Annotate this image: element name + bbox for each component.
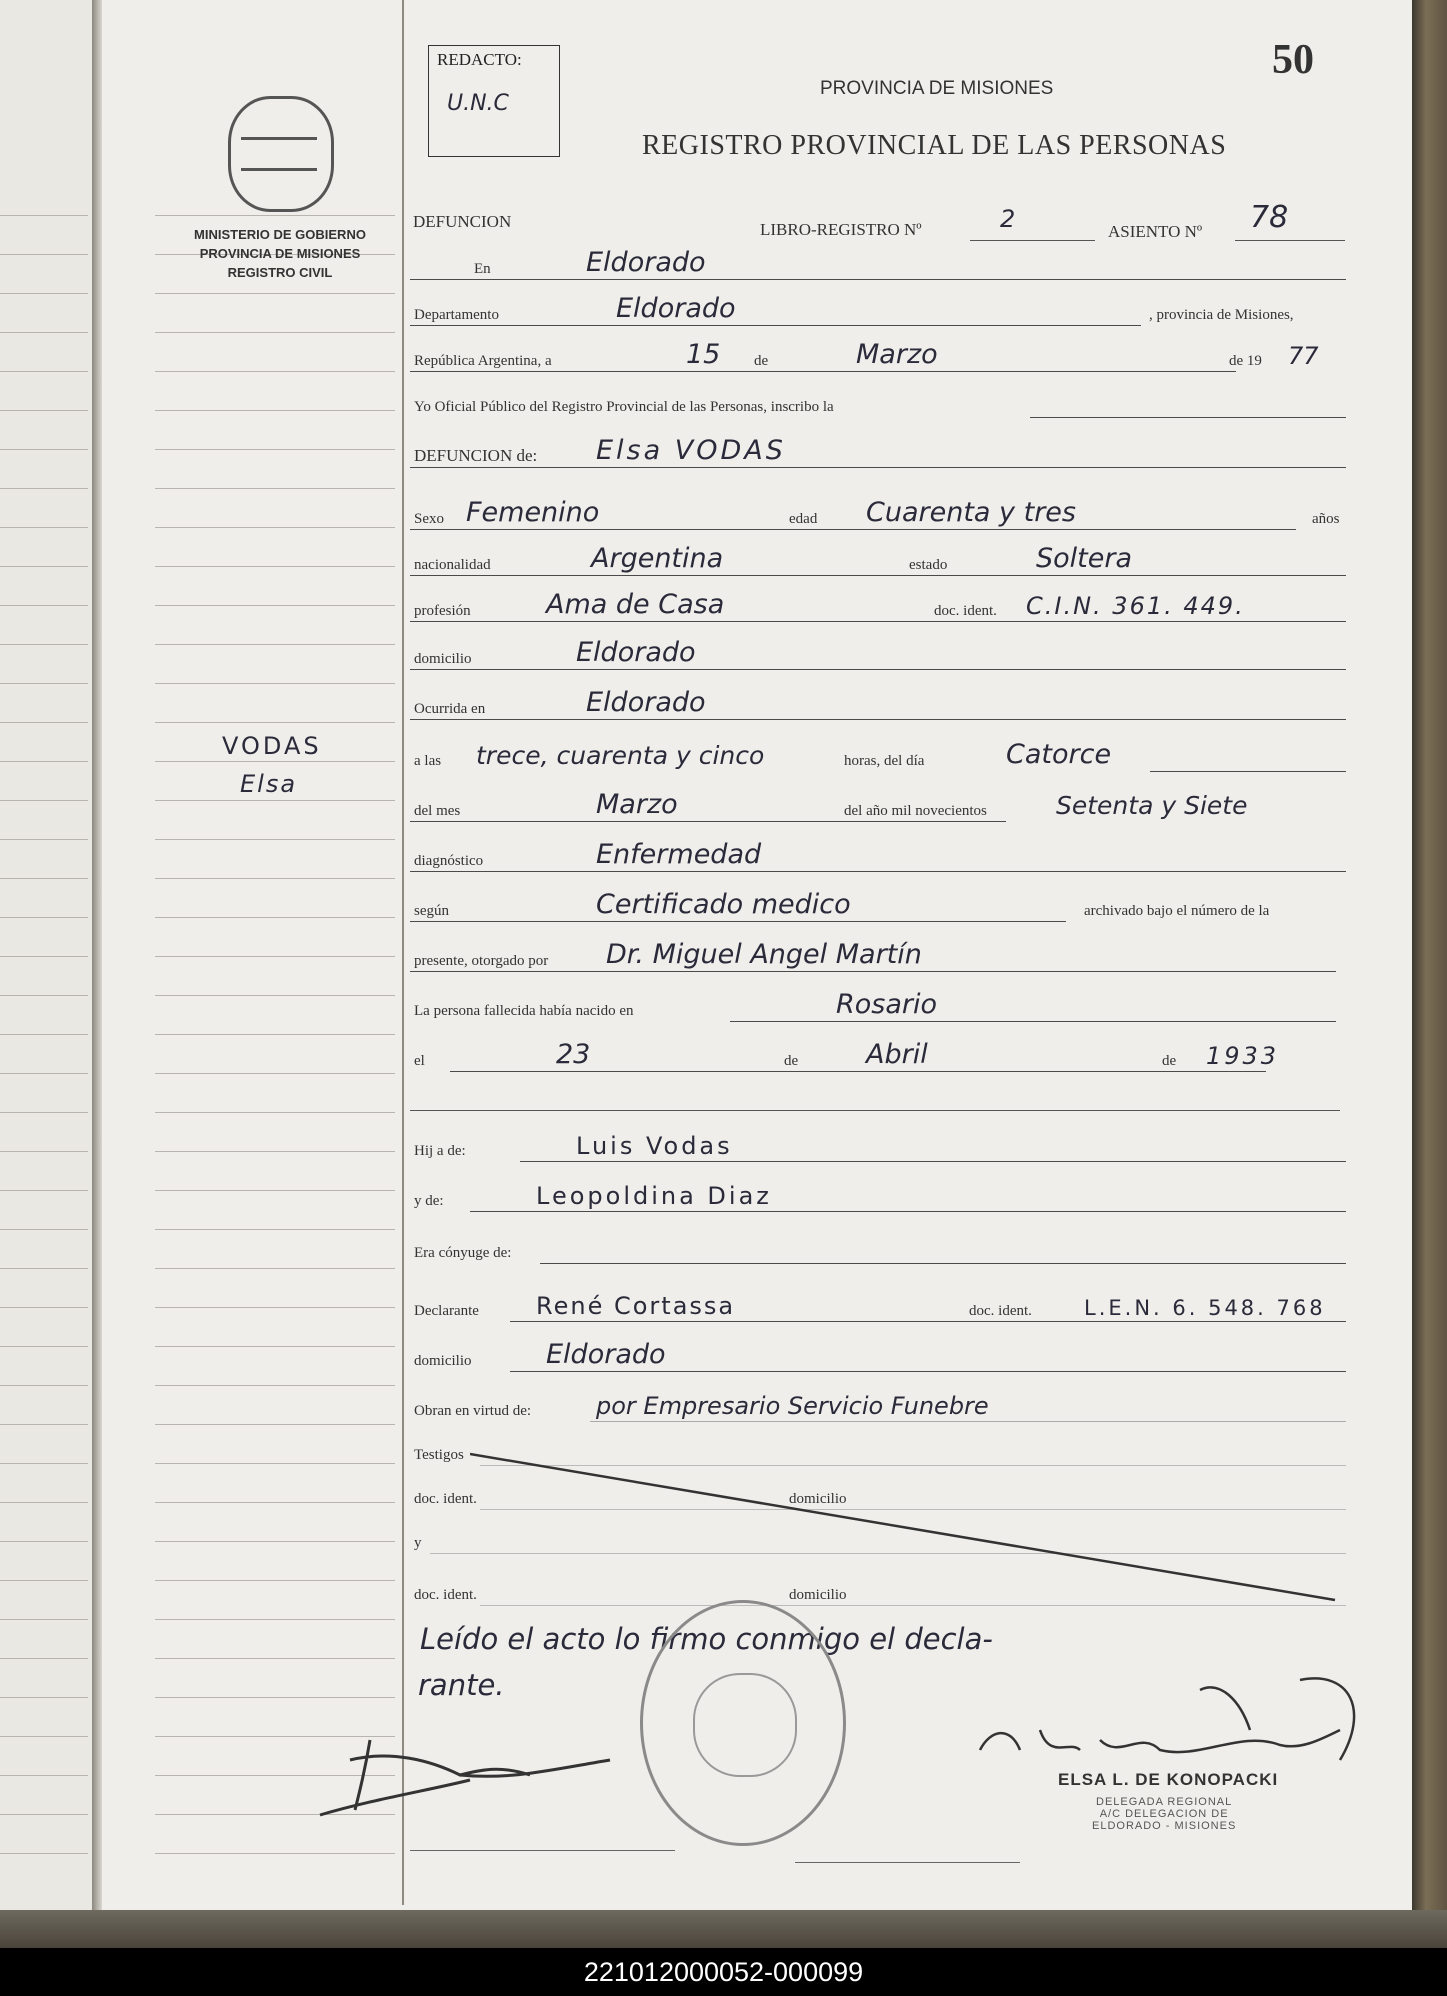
oficial-text: Yo Oficial Público del Registro Provincial de las Personas, inscribo la xyxy=(410,399,838,416)
row-sexo xyxy=(410,497,1346,538)
testigo2-domicilio-label: domicilio xyxy=(785,1587,851,1604)
nacionalidad-value: Argentina xyxy=(585,543,729,574)
act-type: DEFUNCION xyxy=(413,212,512,231)
edge-ruled-line xyxy=(0,488,88,489)
left-ruled-line xyxy=(155,1112,395,1113)
signature-line-mid xyxy=(795,1862,1020,1863)
redacto-box xyxy=(428,45,560,157)
edge-ruled-line xyxy=(0,566,88,567)
declarante-doc-label: doc. ident. xyxy=(965,1303,1036,1320)
en-label: En xyxy=(470,261,495,278)
nac-dia-value: 23 xyxy=(550,1039,596,1070)
edge-ruled-line xyxy=(0,1424,88,1425)
asiento-label: ASIENTO Nº xyxy=(1108,222,1203,241)
profesion-label: profesión xyxy=(410,603,475,620)
provincia-suffix: , provincia de Misiones, xyxy=(1145,307,1298,324)
left-ruled-line xyxy=(155,488,395,489)
nacionalidad-label: nacionalidad xyxy=(410,557,495,574)
book-spine xyxy=(92,0,102,1915)
left-ruled-line xyxy=(155,878,395,879)
libro-line xyxy=(970,240,1095,241)
padre-value: Luis Vodas xyxy=(570,1132,739,1160)
nacido-value: Rosario xyxy=(830,989,943,1020)
horas-value: trece, cuarenta y cinco xyxy=(470,741,770,770)
row-oficial xyxy=(410,392,1346,426)
edge-ruled-line xyxy=(0,1385,88,1386)
asiento-line xyxy=(1235,240,1345,241)
row-mes-muerte xyxy=(410,789,1346,830)
presente-label: presente, otorgado por xyxy=(410,953,552,970)
edge-ruled-line xyxy=(0,644,88,645)
left-ruled-line xyxy=(155,1619,395,1620)
edge-ruled-line xyxy=(0,527,88,528)
edge-ruled-line xyxy=(0,371,88,372)
estado-value: Soltera xyxy=(1030,543,1138,574)
edge-ruled-line xyxy=(0,1658,88,1659)
edge-ruled-line xyxy=(0,1775,88,1776)
ministry-line-2: PROVINCIA DE MISIONES xyxy=(199,246,361,261)
edge-ruled-line xyxy=(0,1307,88,1308)
row-nacido xyxy=(410,989,1346,1030)
ministry-line-1: MINISTERIO DE GOBIERNO xyxy=(194,227,366,242)
left-ruled-line xyxy=(155,1502,395,1503)
row-hija xyxy=(410,1132,1346,1170)
edge-ruled-line xyxy=(0,722,88,723)
departamento-value: Eldorado xyxy=(610,293,742,324)
footer-id: 221012000052-000099 xyxy=(0,1948,1447,1996)
declarante-label: Declarante xyxy=(410,1303,483,1320)
libro-label: LIBRO-REGISTRO Nº xyxy=(760,220,922,239)
row-conyuge xyxy=(410,1238,1346,1272)
testigo1-doc-label: doc. ident. xyxy=(410,1491,481,1508)
nac-de1: de xyxy=(780,1053,802,1070)
left-ruled-line xyxy=(155,371,395,372)
testigo2-doc-label: doc. ident. xyxy=(410,1587,481,1604)
diagnostico-label: diagnóstico xyxy=(410,853,487,870)
left-ruled-line xyxy=(155,1307,395,1308)
anio-mil-label: del año mil novecientos xyxy=(840,803,991,820)
page-number: 50 xyxy=(1272,37,1314,83)
edad-label: edad xyxy=(785,511,821,528)
left-page-edge xyxy=(0,0,94,1915)
left-ruled-line xyxy=(155,1385,395,1386)
en-value: Eldorado xyxy=(580,247,712,278)
left-ruled-line xyxy=(155,839,395,840)
row-nacionalidad xyxy=(410,543,1346,584)
edad-value: Cuarenta y tres xyxy=(860,497,1082,528)
official-title-2: A/C DELEGACION DE xyxy=(1099,1808,1229,1820)
cover-edge xyxy=(1412,0,1447,1940)
left-ruled-line xyxy=(155,1853,395,1854)
defuncion-de-value: Elsa VODAS xyxy=(590,435,792,466)
ministry-line-3: REGISTRO CIVIL xyxy=(227,265,333,280)
edge-ruled-line xyxy=(0,956,88,957)
obran-value: por Empresario Servicio Funebre xyxy=(590,1392,995,1420)
official-name: ELSA L. DE KONOPACKI xyxy=(1058,1770,1279,1789)
edge-ruled-line xyxy=(0,449,88,450)
left-ruled-line xyxy=(155,1346,395,1347)
diagnostico-value: Enfermedad xyxy=(590,839,767,870)
ocurrida-label: Ocurrida en xyxy=(410,701,489,718)
obran-label: Obran en virtud de: xyxy=(410,1403,535,1420)
declarante-value: René Cortassa xyxy=(530,1292,741,1320)
asiento-value: 78 xyxy=(1250,200,1289,235)
edge-ruled-line xyxy=(0,1346,88,1347)
left-ruled-line xyxy=(155,1541,395,1542)
leido-text: Leído el acto lo firmo conmigo el decla- xyxy=(420,1622,993,1656)
row-presente xyxy=(410,939,1346,980)
nac-de2: de xyxy=(1158,1053,1180,1070)
edge-ruled-line xyxy=(0,839,88,840)
left-ruled-line xyxy=(155,917,395,918)
edge-ruled-line xyxy=(0,1229,88,1230)
domicilio-value: Eldorado xyxy=(570,637,702,668)
left-ruled-line xyxy=(155,1229,395,1230)
edge-ruled-line xyxy=(0,1502,88,1503)
edge-ruled-line xyxy=(0,1619,88,1620)
doc-value: C.I.N. 361. 449. xyxy=(1020,592,1251,620)
nac-anio-value: 1933 xyxy=(1200,1042,1285,1070)
row-decl-domicilio xyxy=(410,1339,1346,1380)
el-label: el xyxy=(410,1053,429,1070)
coat-of-arms-icon xyxy=(228,96,334,212)
defuncion-de-label: DEFUNCION de: xyxy=(410,446,541,466)
mes-value: Marzo xyxy=(850,339,944,370)
edge-ruled-line xyxy=(0,1073,88,1074)
left-ruled-line xyxy=(155,566,395,567)
left-ruled-line xyxy=(155,293,395,294)
official-title-1: DELEGADA REGIONAL xyxy=(1096,1796,1233,1808)
departamento-label: Departamento xyxy=(410,307,503,324)
segun-label: según xyxy=(410,903,453,920)
declarante-doc-value: L.E.N. 6. 548. 768 xyxy=(1078,1296,1332,1320)
yde-label: y de: xyxy=(410,1193,448,1210)
edge-ruled-line xyxy=(0,761,88,762)
decl-domicilio-value: Eldorado xyxy=(540,1339,672,1370)
presente-value: Dr. Miguel Angel Martín xyxy=(600,939,928,970)
archivado-label: archivado bajo el número de la xyxy=(1080,903,1273,920)
nac-mes-value: Abril xyxy=(860,1039,934,1070)
left-ruled-line xyxy=(155,644,395,645)
anio-muerte-value: Setenta y Siete xyxy=(1050,791,1253,820)
dia-value: 15 xyxy=(680,339,726,370)
edge-ruled-line xyxy=(0,1463,88,1464)
sexo-label: Sexo xyxy=(410,511,448,528)
row-declarante xyxy=(410,1292,1346,1330)
registry-heading: REGISTRO PROVINCIAL DE LAS PERSONAS xyxy=(642,130,1227,161)
nacido-label: La persona fallecida había nacido en xyxy=(410,1003,637,1020)
margin-name: Elsa xyxy=(240,770,298,798)
row-segun xyxy=(410,889,1346,930)
sexo-value: Femenino xyxy=(460,497,605,528)
left-ruled-line xyxy=(155,1073,395,1074)
edge-ruled-line xyxy=(0,410,88,411)
edge-ruled-line xyxy=(0,1034,88,1035)
edge-ruled-line xyxy=(0,1190,88,1191)
testigos-label: Testigos xyxy=(410,1447,468,1464)
left-ruled-line xyxy=(155,527,395,528)
separator-line xyxy=(410,1110,1340,1111)
edge-ruled-line xyxy=(0,1112,88,1113)
signature-line-left xyxy=(410,1850,675,1851)
horas-label: horas, del día xyxy=(840,753,928,770)
ocurrida-value: Eldorado xyxy=(580,687,712,718)
hija-label: Hij a de: xyxy=(410,1143,470,1160)
row-departamento xyxy=(410,293,1346,334)
alas-label: a las xyxy=(410,753,445,770)
conyuge-label: Era cónyuge de: xyxy=(410,1245,515,1262)
official-title-3: ELDORADO - MISIONES xyxy=(1092,1820,1237,1832)
left-ruled-line xyxy=(155,956,395,957)
margin-surname: VODAS xyxy=(222,732,322,760)
edge-ruled-line xyxy=(0,1268,88,1269)
row-en xyxy=(410,247,1346,288)
left-ruled-line xyxy=(155,800,395,801)
row-diagnostico xyxy=(410,839,1346,880)
left-ruled-line xyxy=(155,1697,395,1698)
edge-ruled-line xyxy=(0,683,88,684)
anio-value: 77 xyxy=(1288,342,1319,370)
row-fecha xyxy=(410,339,1346,380)
margin-divider xyxy=(402,0,404,1905)
edge-ruled-line xyxy=(0,1580,88,1581)
left-ruled-line xyxy=(155,1463,395,1464)
anios-label: años xyxy=(1308,511,1344,528)
row-madre xyxy=(410,1182,1346,1220)
edge-ruled-line xyxy=(0,332,88,333)
left-ruled-line xyxy=(155,1268,395,1269)
edge-ruled-line xyxy=(0,1151,88,1152)
left-ruled-line xyxy=(155,1424,395,1425)
anio-label: de 19 xyxy=(1225,353,1266,370)
row-defuncion-de xyxy=(410,435,1346,476)
left-ruled-line xyxy=(155,1034,395,1035)
left-ruled-line xyxy=(155,1190,395,1191)
left-ruled-line xyxy=(155,722,395,723)
edge-ruled-line xyxy=(0,293,88,294)
edge-ruled-line xyxy=(0,1541,88,1542)
left-ruled-line xyxy=(155,410,395,411)
left-ruled-line xyxy=(155,761,395,762)
official-title xyxy=(1092,1796,1236,1832)
ministry-block xyxy=(160,225,400,282)
left-ruled-line xyxy=(155,215,395,216)
left-ruled-line xyxy=(155,1151,395,1152)
redacto-value: U.N.C xyxy=(447,91,509,116)
redacto-label: REDACTO: xyxy=(437,50,522,69)
edge-ruled-line xyxy=(0,254,88,255)
edge-ruled-line xyxy=(0,878,88,879)
row-profesion xyxy=(410,589,1346,630)
estado-label: estado xyxy=(905,557,951,574)
decl-domicilio-label: domicilio xyxy=(410,1353,476,1370)
republica-label: República Argentina, a xyxy=(410,353,556,370)
edge-ruled-line xyxy=(0,215,88,216)
left-ruled-line xyxy=(155,605,395,606)
bottom-edge xyxy=(0,1910,1447,1948)
edge-ruled-line xyxy=(0,1853,88,1854)
province-heading: PROVINCIA DE MISIONES xyxy=(820,78,1054,99)
domicilio-label: domicilio xyxy=(410,651,476,668)
edge-ruled-line xyxy=(0,1814,88,1815)
edge-ruled-line xyxy=(0,1697,88,1698)
left-ruled-line xyxy=(155,683,395,684)
left-ruled-line xyxy=(155,1658,395,1659)
row-domicilio xyxy=(410,637,1346,678)
declarant-signature xyxy=(310,1720,640,1830)
segun-value: Certificado medico xyxy=(590,889,857,920)
row-fecha-nac xyxy=(410,1039,1346,1080)
doc-label: doc. ident. xyxy=(930,603,1001,620)
left-ruled-line xyxy=(155,449,395,450)
row-obran xyxy=(410,1392,1346,1430)
leido-text-2: rante. xyxy=(418,1668,505,1702)
edge-ruled-line xyxy=(0,800,88,801)
delmes-label: del mes xyxy=(410,803,464,820)
dia-muerte-value: Catorce xyxy=(1000,739,1117,770)
libro-value: 2 xyxy=(1000,205,1016,233)
mes-muerte-value: Marzo xyxy=(590,789,684,820)
edge-ruled-line xyxy=(0,1736,88,1737)
left-ruled-line xyxy=(155,1580,395,1581)
testigos-strike-line xyxy=(470,1450,1340,1610)
left-ruled-line xyxy=(155,332,395,333)
row-ocurrida xyxy=(410,687,1346,728)
y-label: y xyxy=(410,1535,426,1552)
row-horas xyxy=(410,739,1346,780)
madre-value: Leopoldina Diaz xyxy=(530,1182,778,1210)
edge-ruled-line xyxy=(0,995,88,996)
left-ruled-line xyxy=(155,995,395,996)
de-label: de xyxy=(750,353,772,370)
edge-ruled-line xyxy=(0,605,88,606)
edge-ruled-line xyxy=(0,917,88,918)
registry-seal xyxy=(640,1600,846,1846)
profesion-value: Ama de Casa xyxy=(540,589,730,620)
testigo1-domicilio-label: domicilio xyxy=(785,1491,851,1508)
